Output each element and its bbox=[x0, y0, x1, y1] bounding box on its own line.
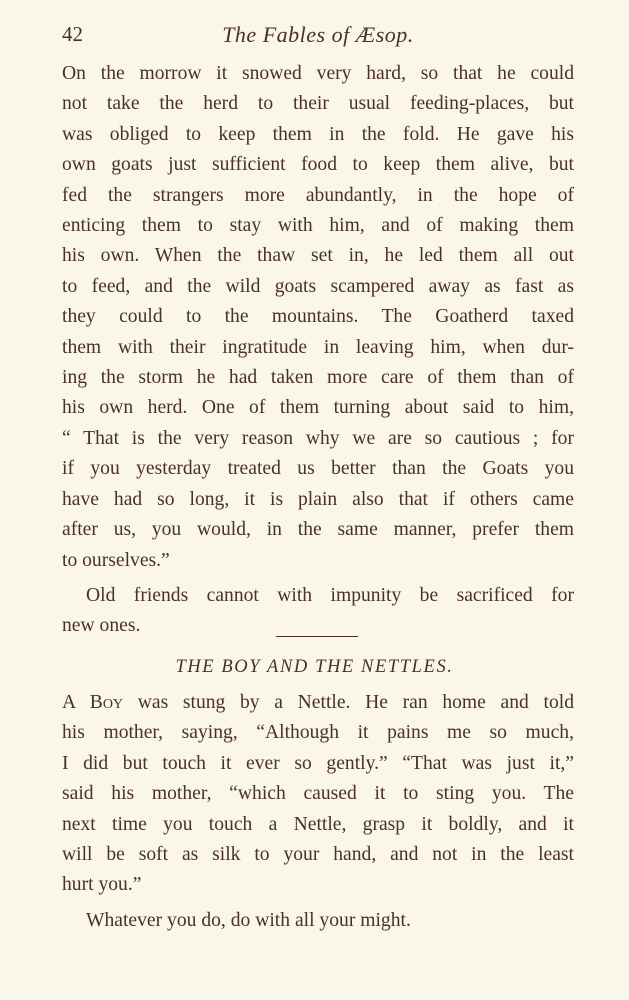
text-line: to feed, and the wild goats scampered away as fast as bbox=[62, 275, 574, 297]
text-line: his mother, saying, “Although it pains me so much, bbox=[62, 722, 574, 744]
section-divider bbox=[276, 636, 358, 637]
fable-goatherd-moral bbox=[62, 581, 574, 642]
text-line: enticing them to stay with him, and of making them bbox=[62, 215, 574, 237]
fable-boy-nettles-moral bbox=[62, 906, 574, 936]
text-line: have had so long, it is plain also that if others came bbox=[62, 488, 574, 510]
moral-line: Whatever you do, do with all your might. bbox=[86, 910, 411, 931]
text-line: hurt you.” bbox=[62, 874, 142, 896]
text-line: if you yesterday treated us better than the Goats you bbox=[62, 458, 574, 480]
text-line: next time you touch a Nettle, grasp it boldly, and it bbox=[62, 813, 574, 835]
text-line: fed the strangers more abundantly, in the hope of bbox=[62, 184, 574, 206]
fable-goatherd-text bbox=[62, 59, 574, 576]
fable-boy-nettles-text bbox=[62, 688, 574, 901]
opening-word: A Boy bbox=[62, 692, 124, 713]
fable-title: THE BOY AND THE NETTLES. bbox=[175, 657, 454, 677]
text-line: I did but touch it ever so gently.” “That was just it,” bbox=[62, 752, 574, 774]
moral-line: new ones. bbox=[62, 615, 141, 637]
page-header bbox=[62, 18, 574, 52]
text-line: after us, you would, in the same manner, prefer them bbox=[62, 519, 574, 541]
opening-line-rest: was stung by a Nettle. He ran home and told bbox=[123, 692, 574, 713]
text-line: his own herd. One of them turning about said to him, bbox=[62, 397, 574, 419]
text-line: his own. When the thaw set in, he led them all out bbox=[62, 245, 574, 267]
text-line: they could to the mountains. The Goatherd taxed bbox=[62, 306, 574, 328]
text-line: not take the herd to their usual feeding-places, but bbox=[62, 93, 574, 115]
moral-line: Old friends cannot with impunity be sacrificed for bbox=[86, 585, 574, 606]
text-line: “ That is the very reason why we are so cautious ; for bbox=[62, 427, 574, 449]
text-line: said his mother, “which caused it to sting you. The bbox=[62, 783, 574, 805]
text-line: ing the storm he had taken more care of them than of bbox=[62, 367, 574, 389]
text-line: own goats just sufficient food to keep them alive, but bbox=[62, 154, 574, 176]
text-line: was obliged to keep them in the fold. He gave his bbox=[62, 123, 574, 145]
text-line bbox=[62, 688, 574, 718]
running-title: The Fables of Æsop. bbox=[222, 22, 414, 47]
text-line: to ourselves.” bbox=[62, 549, 170, 571]
text-line: On the morrow it snowed very hard, so that he could bbox=[62, 63, 574, 84]
text-line: will be soft as silk to your hand, and not in the least bbox=[62, 844, 574, 866]
text-line: them with their ingratitude in leaving him, when dur- bbox=[62, 336, 574, 358]
page-number: 42 bbox=[62, 22, 83, 46]
